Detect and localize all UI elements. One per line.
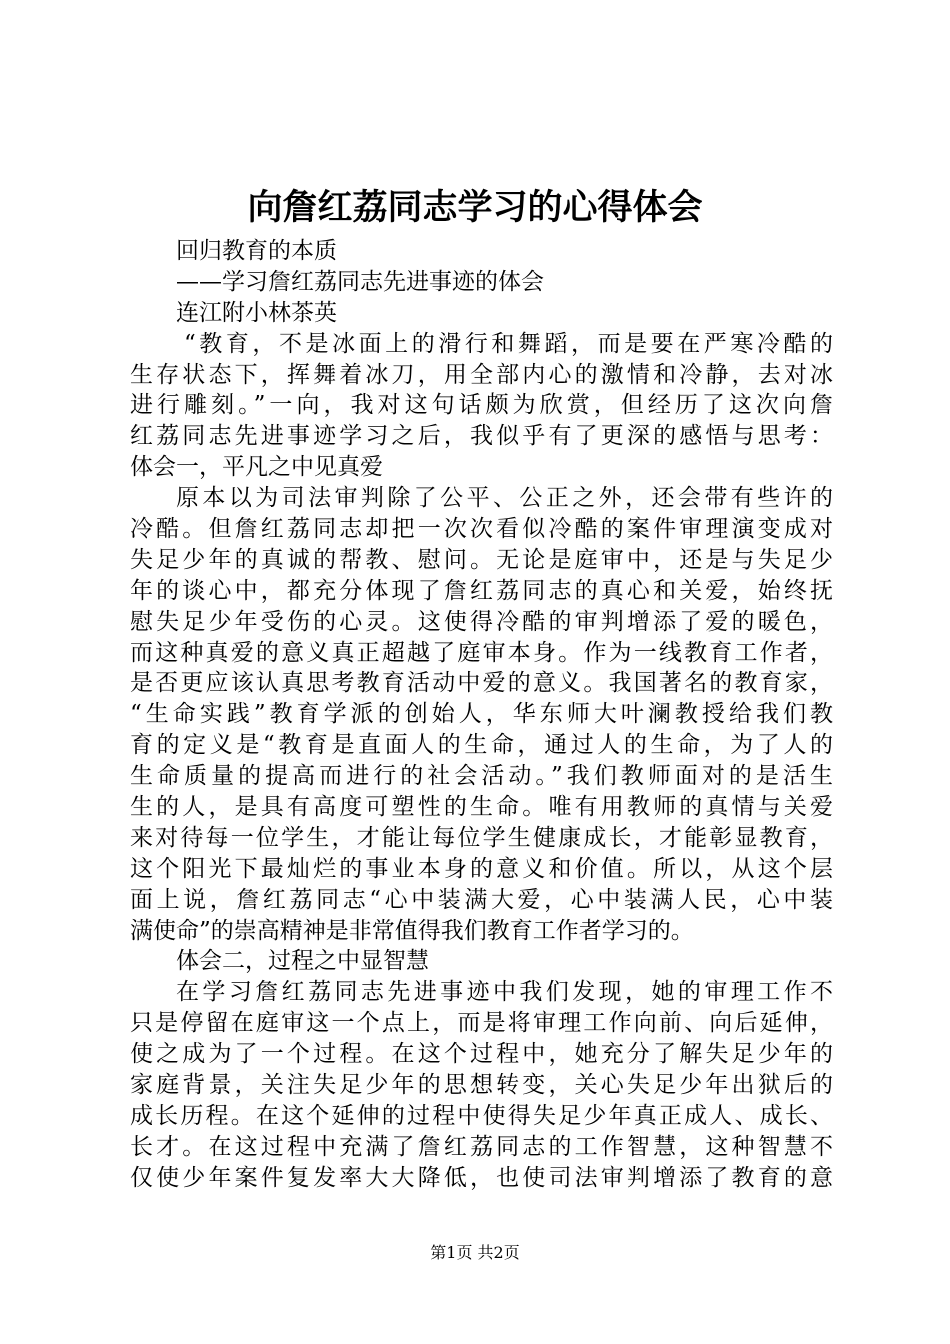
subtitle-line: 回归教育的本质 — [176, 238, 337, 264]
paragraph-line: 进行雕刻。”一向，我对这句话颇为欣赏，但经历了这次向詹 — [130, 392, 833, 419]
paragraph-line: 面上说，詹红荔同志“心中装满大爱，心中装满人民，心中装 — [130, 886, 833, 913]
subtitle-line: ——学习詹红荔同志先进事迹的体会 — [176, 268, 544, 295]
paragraph-line: 使之成为了一个过程。在这个过程中，她充分了解失足少年的 — [130, 1041, 833, 1068]
paragraph-line: 红荔同志先进事迹学习之后，我似乎有了更深的感悟与思考： — [130, 423, 833, 450]
paragraph-line: 慰失足少年受伤的心灵。这使得冷酷的审判增添了爱的暖色， — [130, 608, 833, 635]
paragraph-line: 仅使少年案件复发率大大降低，也使司法审判增添了教育的意 — [130, 1164, 833, 1191]
section-heading: 体会二，过程之中显智慧 — [176, 948, 429, 975]
paragraph-line: 来对待每一位学生，才能让每位学生健康成长，才能彰显教育， — [130, 824, 833, 851]
paragraph-line: 是否更应该认真思考教育活动中爱的意义。我国著名的教育家， — [130, 670, 833, 697]
page-number-footer: 第1页 共2页 — [430, 1243, 520, 1262]
paragraph-line: 育的定义是“教育是直面人的生命，通过人的生命，为了人的 — [130, 732, 833, 759]
paragraph-line: “生命实践”教育学派的创始人，华东师大叶澜教授给我们教 — [130, 701, 833, 728]
paragraph-line: 年的谈心中，都充分体现了詹红荔同志的真心和关爱，始终抚 — [130, 577, 833, 604]
section-heading: 体会一，平凡之中见真爱 — [130, 454, 383, 481]
paragraph-line: 家庭背景，关注失足少年的思想转变，关心失足少年出狱后的 — [130, 1072, 833, 1099]
paragraph-line: 原本以为司法审判除了公平、公正之外，还会带有些许的 — [176, 485, 833, 512]
paragraph-line: 长才。在这过程中充满了詹红荔同志的工作智慧，这种智慧不 — [130, 1133, 833, 1160]
paragraph-line: 满使命”的崇高精神是非常值得我们教育工作者学习的。 — [130, 917, 694, 944]
paragraph-line: 生的人，是具有高度可塑性的生命。唯有用教师的真情与关爱 — [130, 794, 833, 821]
paragraph-line: 这个阳光下最灿烂的事业本身的意义和价值。所以，从这个层 — [130, 855, 833, 882]
paragraph-line: 失足少年的真诚的帮教、慰问。无论是庭审中，还是与失足少 — [130, 546, 833, 573]
paragraph-line: 而这种真爱的意义真正超越了庭审本身。作为一线教育工作者， — [130, 639, 833, 666]
paragraph-line: “教育，不是冰面上的滑行和舞蹈，而是要在严寒冷酷的 — [184, 330, 833, 357]
paragraph-line: 只是停留在庭审这一个点上，而是将审理工作向前、向后延伸， — [130, 1010, 833, 1037]
paragraph-line: 成长历程。在这个延伸的过程中使得失足少年真正成人、成长、 — [130, 1102, 833, 1129]
paragraph-line: 在学习詹红荔同志先进事迹中我们发现，她的审理工作不 — [176, 979, 833, 1006]
document-title: 向詹红荔同志学习的心得体会 — [247, 187, 703, 228]
paragraph-line: 生命质量的提高而进行的社会活动。”我们教师面对的是活生 — [130, 763, 833, 790]
author-line: 连江附小林茶英 — [176, 299, 337, 326]
paragraph-line: 冷酷。但詹红荔同志却把一次次看似冷酷的案件审理演变成对 — [130, 516, 833, 543]
paragraph-line: 生存状态下，挥舞着冰刀，用全部内心的激情和冷静，去对冰 — [130, 361, 833, 388]
document-body — [130, 236, 833, 1194]
